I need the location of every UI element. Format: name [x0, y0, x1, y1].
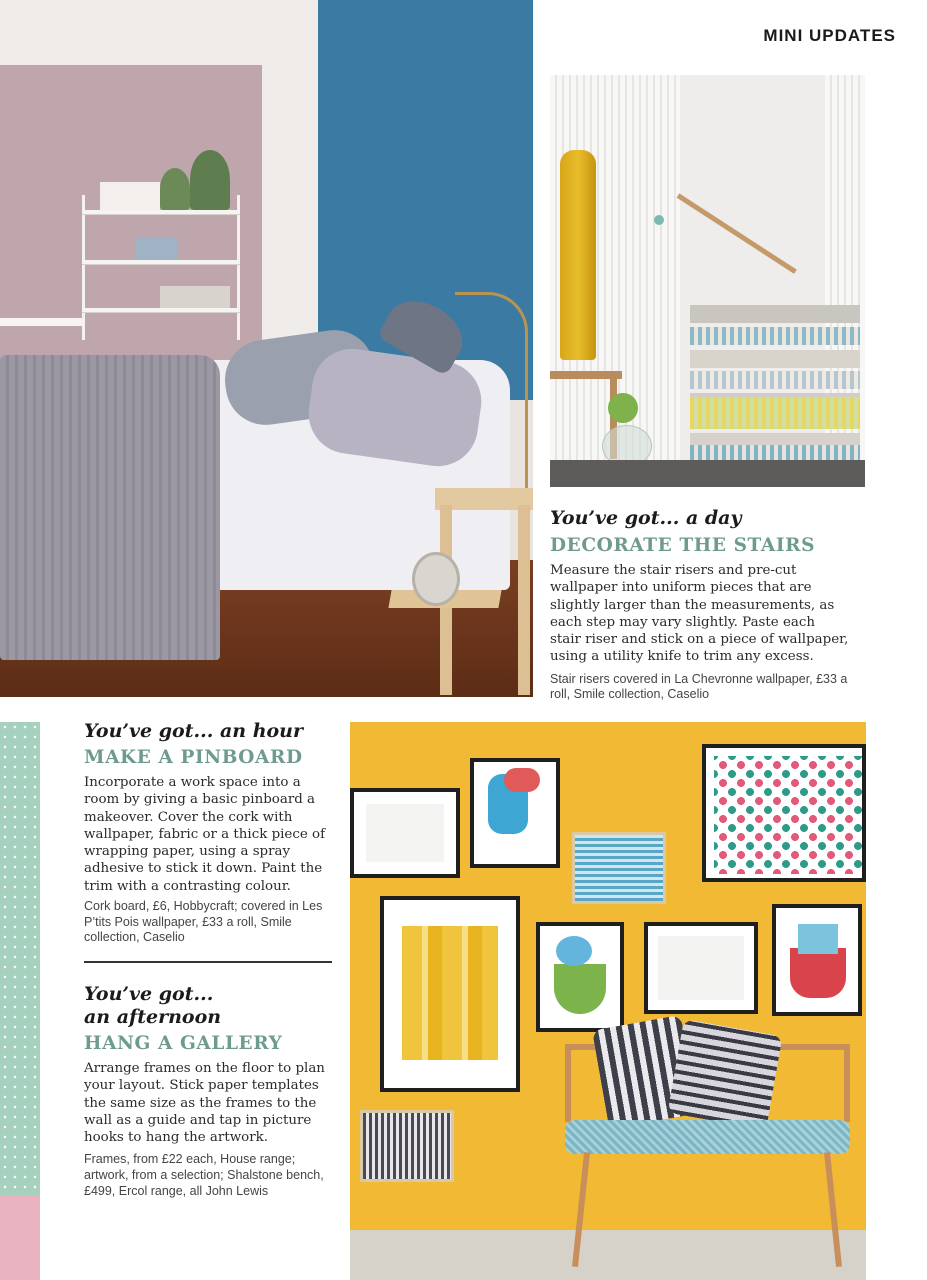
art-frame-dog — [644, 922, 758, 1014]
stair-step — [690, 305, 860, 323]
lamp-arm — [455, 292, 528, 495]
shelf-book — [100, 182, 160, 210]
pinboard-body: Incorporate a work space into a room by giving a basic pinboard a makeover. Cover the cork with wallpaper, fabric or a thick piece of wrapping paper, using a spray adhesive to stick it down. Paint the trim with a contrasting colour. — [84, 775, 326, 894]
artwork — [504, 768, 540, 792]
section-divider — [84, 961, 332, 963]
artwork — [402, 926, 498, 1060]
stair-riser — [690, 397, 860, 429]
shelf-rail — [237, 195, 240, 340]
art-frame-dots — [702, 744, 866, 882]
vase-plant — [608, 393, 638, 423]
stair-riser — [690, 445, 860, 461]
wall-shelf — [82, 260, 240, 265]
shelf-box — [135, 238, 177, 260]
artwork — [556, 936, 592, 966]
bed-throw — [0, 355, 220, 660]
artwork — [714, 756, 862, 874]
stair-riser — [690, 371, 860, 389]
artwork — [798, 924, 838, 954]
artwork — [554, 964, 606, 1014]
gallery-kicker-line2: an afternoon — [84, 1006, 222, 1028]
art-frame-yellow-blocks — [380, 896, 520, 1092]
artwork — [790, 948, 846, 998]
gallery-body: Arrange frames on the floor to plan your layout. Stick paper templates the same size as the frames to the wall as a guide and tap in picture hooks to hang the artwork. — [84, 1061, 325, 1146]
gallery-caption: Frames, from £22 each, House range; artwork, from a selection; Shalstone bench, £499, Ercol range, all John Lewis — [84, 1152, 324, 1198]
stool-leg — [518, 505, 530, 695]
pink-bag — [0, 1195, 40, 1280]
wall-shelf — [82, 308, 240, 313]
alarm-clock — [412, 552, 460, 606]
stairs-kicker: You’ve got... a day — [550, 507, 742, 529]
pinboard-kicker: You’ve got... an hour — [84, 720, 304, 742]
shelf-plant — [190, 150, 230, 210]
gallery-floor — [350, 1230, 866, 1280]
gallery-article — [84, 983, 334, 1200]
stairs-photo — [550, 75, 865, 487]
gallery-wall-photo — [350, 722, 866, 1280]
bench-cushion — [668, 1019, 783, 1130]
gallery-headline: HANG A GALLERY — [84, 1033, 283, 1054]
shelf-plant — [160, 168, 190, 210]
bedroom-photo — [0, 0, 533, 697]
artwork — [658, 936, 744, 1000]
pinboard-caption: Cork board, £6, Hobbycraft; covered in Les P’tits Pois wallpaper, £33 a roll, Smile collection, Caselio — [84, 899, 323, 945]
pinboard-headline: MAKE A PINBOARD — [84, 747, 303, 768]
pinboard-panel — [572, 832, 666, 904]
artwork — [366, 804, 444, 862]
yellow-scarf — [560, 150, 596, 360]
stairs-article — [550, 507, 850, 703]
art-frame-red-vase — [772, 904, 862, 1016]
pinboard-article — [84, 720, 334, 946]
section-tag: MINI UPDATES — [763, 26, 896, 45]
gallery-kicker-line1: You’ve got... — [84, 983, 214, 1005]
stairs-caption: Stair risers covered in La Chevronne wallpaper, £33 a roll, Smile collection, Caselio — [550, 671, 848, 702]
bedroom-pink-wall — [0, 65, 262, 395]
stair-step — [690, 350, 860, 368]
art-frame-horse — [350, 788, 460, 878]
stairs-body: Measure the stair risers and pre-cut wallpaper into uniform pieces that are slightly larger than the measurements, as each step may vary slightly. Paste each stair riser and stick on a piece of wallpaper, using a utility knife to trim any excess. — [550, 563, 849, 665]
pinboard-panel-mono — [360, 1110, 454, 1182]
shelf-box — [160, 286, 230, 308]
side-shelf — [0, 318, 84, 326]
bench-seat — [565, 1120, 850, 1154]
hook-knob — [654, 215, 664, 225]
handrail — [677, 193, 797, 273]
wall-shelf — [82, 210, 240, 215]
stairs-floor — [550, 460, 865, 487]
art-frame-abstract — [470, 758, 560, 868]
wooden-stool — [550, 371, 622, 379]
art-frame-vessel — [536, 922, 624, 1032]
stairs-headline: DECORATE THE STAIRS — [550, 535, 816, 556]
stair-riser — [690, 327, 860, 345]
